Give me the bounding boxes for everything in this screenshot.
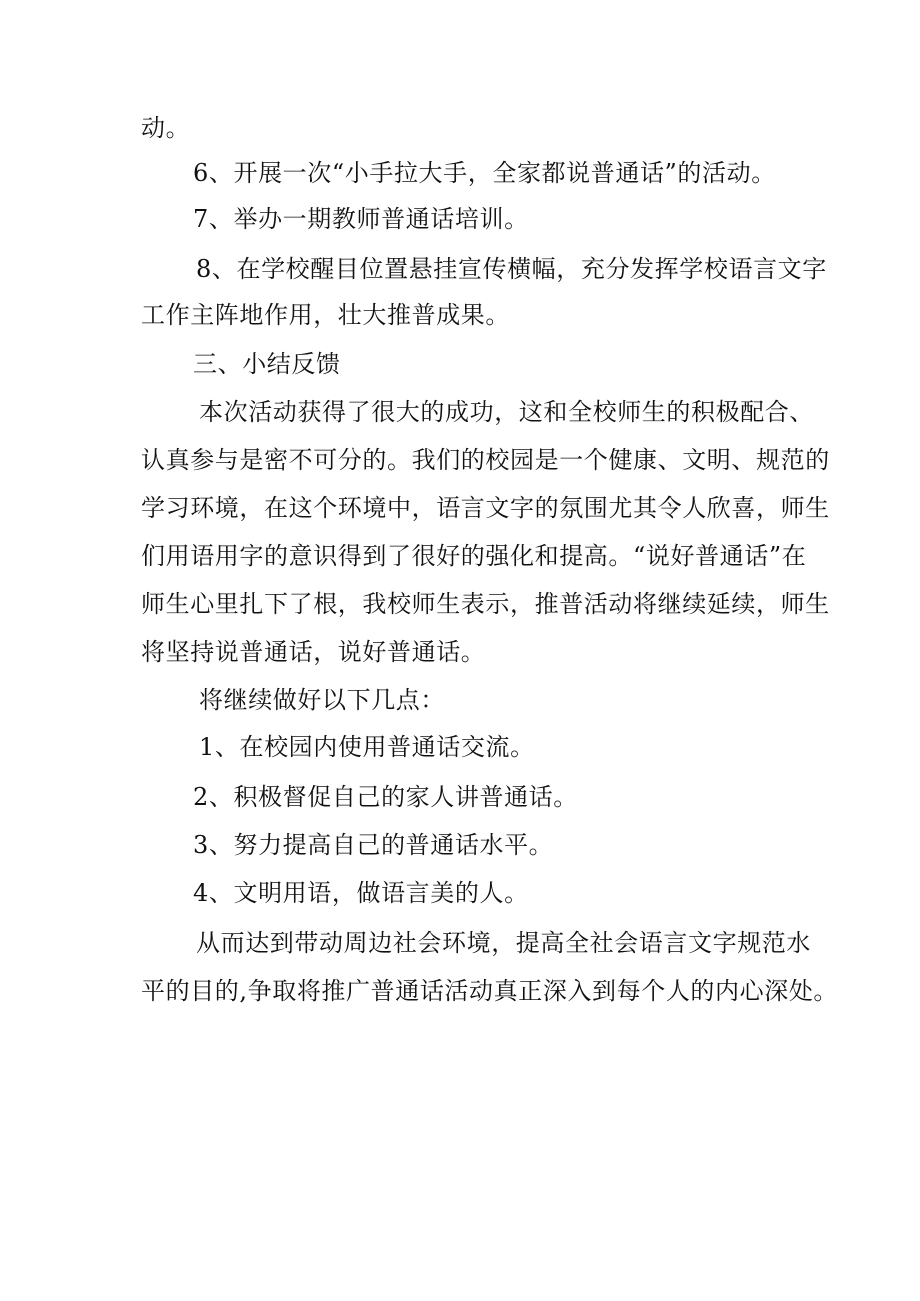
summary-paragraph-line: 将坚持说普通话，说好普通话。 xyxy=(141,638,486,666)
summary-paragraph-line: 认真参与是密不可分的。我们的校园是一个健康、文明、规范的 xyxy=(141,446,830,474)
list-item-8: 8、在学校醒目位置悬挂宣传横幅，充分发挥学校语言文字 xyxy=(196,255,827,283)
follow-up-item-2: 2、积极督促自己的家人讲普通话。 xyxy=(193,783,578,811)
list-item-8-continued: 工作主阵地作用，壮大推普成果。 xyxy=(141,301,510,329)
summary-paragraph-line: 本次活动获得了很大的成功，这和全校师生的积极配合、 xyxy=(199,398,814,426)
follow-up-item-3: 3、努力提高自己的普通话水平。 xyxy=(193,831,554,859)
list-item-6: 6、开展一次“小手拉大手，全家都说普通话”的活动。 xyxy=(193,159,776,187)
section-heading: 三、小结反馈 xyxy=(193,350,341,378)
closing-paragraph-line: 平的目的,争取将推广普通话活动真正深入到每个人的内心深处。 xyxy=(141,977,839,1005)
summary-paragraph-line: 们用语用字的意识得到了很好的强化和提高。“说好普通话”在 xyxy=(141,542,807,570)
list-item-7: 7、举办一期教师普通话培训。 xyxy=(193,205,529,233)
closing-paragraph-line: 从而达到带动周边社会环境，提高全社会语言文字规范水 xyxy=(196,929,811,957)
paragraph-continuation: 动。 xyxy=(141,114,191,142)
follow-up-heading: 将继续做好以下几点： xyxy=(199,686,445,714)
summary-paragraph-line: 学习环境，在这个环境中，语言文字的氛围尤其令人欣喜，师生 xyxy=(141,494,830,522)
follow-up-item-4: 4、文明用语，做语言美的人。 xyxy=(193,879,529,907)
summary-paragraph-line: 师生心里扎下了根，我校师生表示，推普活动将继续延续，师生 xyxy=(141,590,830,618)
follow-up-item-1: 1、在校园内使用普通话交流。 xyxy=(199,733,535,761)
